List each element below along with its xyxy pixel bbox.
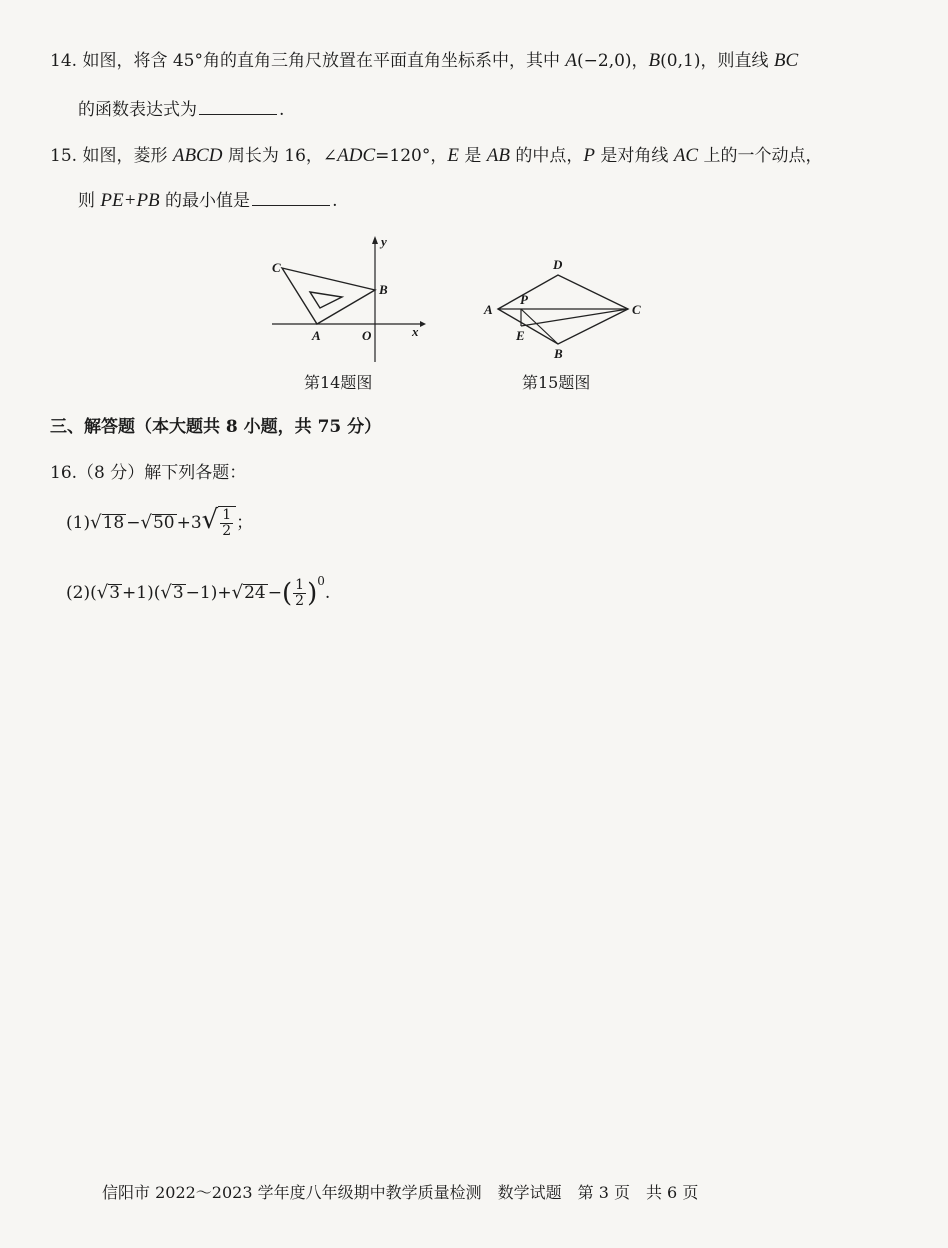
q16-p1-frac-radicand bbox=[218, 506, 236, 539]
figure-15-caption: 第15题图 bbox=[522, 373, 591, 392]
label-d: D bbox=[553, 257, 563, 272]
q16-p2-fraction bbox=[293, 578, 306, 609]
q14-text: 14. 如图，将含 45°角的直角三角尺放置在平面直角坐标系中，其中 bbox=[50, 51, 566, 71]
q16-p1-radicand-1: 18 bbox=[102, 513, 125, 533]
q14-line-bc: BC bbox=[773, 50, 799, 71]
label-b: B bbox=[554, 346, 563, 361]
q15-point-e: E bbox=[447, 145, 459, 166]
left-paren-icon: ( bbox=[281, 578, 293, 609]
q16-p2-exponent: 0 bbox=[317, 574, 325, 589]
section-3-note: （本大题共 8 小题，共 75 分） bbox=[135, 417, 382, 437]
q16-stem: 16.（8 分）解下列各题： bbox=[50, 463, 247, 483]
q16-p2-minus: − bbox=[267, 583, 282, 603]
q15-seg-ab: AB bbox=[486, 145, 510, 166]
q14-point-a: A bbox=[565, 50, 577, 71]
q16-p1-denominator: 2 bbox=[222, 523, 232, 539]
label-c: C bbox=[272, 260, 281, 275]
q15-rhombus: ABCD bbox=[172, 145, 223, 166]
triangle-ruler-outer bbox=[282, 268, 375, 324]
q15-text-e: 的中点， bbox=[509, 146, 584, 166]
q15-text-d: 是 bbox=[458, 146, 487, 166]
segment-pb bbox=[521, 309, 558, 344]
q16-p2-end: . bbox=[324, 583, 331, 603]
q16-p2-radicand-3: 24 bbox=[244, 583, 266, 603]
q15-period: . bbox=[332, 191, 338, 211]
label-x: x bbox=[412, 324, 419, 339]
figure-14-caption: 第14题图 bbox=[304, 373, 373, 392]
q15-text-f: 是对角线 bbox=[595, 146, 674, 166]
q16-p2-mid-2: −1)+ bbox=[185, 583, 232, 603]
label-y: y bbox=[381, 234, 387, 249]
q16-p2-label: (2)( bbox=[66, 583, 97, 603]
sqrt-icon: √ bbox=[90, 512, 102, 533]
q15-angle: ADC bbox=[337, 145, 376, 166]
q14-line-2 bbox=[78, 95, 284, 120]
q15-text-a: 15. 如图，菱形 bbox=[50, 146, 173, 166]
q15-text-2a: 则 bbox=[78, 191, 101, 211]
q16-p1-plus3: +3 bbox=[176, 513, 202, 533]
q14-text-2: 的函数表达式为 bbox=[78, 100, 197, 120]
q15-diag-ac: AC bbox=[673, 145, 699, 166]
q15-text-2b: 的最小值是 bbox=[159, 191, 251, 211]
q14-period: . bbox=[279, 100, 285, 120]
label-p: P bbox=[520, 292, 528, 307]
q16-p1-end: ； bbox=[236, 513, 254, 533]
q16-p1-numerator: 1 bbox=[222, 507, 232, 523]
q16-p2-numerator: 1 bbox=[295, 577, 305, 593]
section-3-title: 三、解答题 bbox=[50, 417, 135, 437]
q16-p1-radicand-2: 50 bbox=[152, 513, 175, 533]
q15-answer-blank[interactable] bbox=[252, 191, 330, 206]
section-3-heading bbox=[50, 412, 381, 437]
q15-text-g: 上的一个动点， bbox=[698, 146, 823, 166]
q15-text-c: =120°， bbox=[375, 146, 448, 166]
label-c: C bbox=[632, 302, 641, 317]
q15-text-b: 周长为 16，∠ bbox=[222, 146, 338, 166]
q16-p2-radicand-1: 3 bbox=[109, 583, 121, 603]
q14-point-b: B bbox=[648, 50, 661, 71]
sqrt-icon: √ bbox=[231, 582, 244, 603]
q14-coord-a: (−2,0)， bbox=[577, 51, 649, 71]
sqrt-icon: √ bbox=[201, 505, 219, 535]
q15-line-2 bbox=[78, 186, 337, 212]
q14-coord-b: (0,1)，则直线 bbox=[660, 51, 774, 71]
q14-answer-blank[interactable] bbox=[199, 100, 277, 115]
q16-p2-denominator: 2 bbox=[295, 593, 305, 609]
label-a: A bbox=[312, 328, 321, 343]
q15-line-1 bbox=[50, 141, 823, 167]
figure-14 bbox=[262, 230, 432, 370]
sqrt-icon: √ bbox=[160, 582, 172, 603]
sqrt-icon: √ bbox=[140, 512, 152, 533]
q16-p2-mid-1: +1)( bbox=[122, 583, 161, 603]
q16-part-2 bbox=[66, 574, 331, 609]
triangle-ruler-inner bbox=[310, 292, 342, 308]
figure-15 bbox=[478, 252, 648, 367]
x-axis-arrow-icon bbox=[420, 321, 426, 327]
q15-point-p: P bbox=[583, 145, 595, 166]
q16-p1-label: (1) bbox=[66, 513, 91, 533]
sqrt-icon: √ bbox=[96, 582, 109, 603]
right-paren-icon: ) bbox=[307, 578, 318, 609]
q16-p1-minus: − bbox=[126, 513, 141, 533]
q14-line-1 bbox=[50, 46, 798, 72]
q16-p2-radicand-2: 3 bbox=[172, 583, 184, 603]
label-a: A bbox=[484, 302, 493, 317]
page-footer: 信阳市 2022～2023 学年度八年级期中教学质量检测 数学试题 第 3 页 共 6 页 bbox=[102, 1183, 699, 1202]
q15-expression: PE+PB bbox=[100, 190, 160, 211]
label-e: E bbox=[516, 328, 525, 343]
label-b: B bbox=[379, 282, 388, 297]
y-axis-arrow-icon bbox=[372, 236, 378, 244]
q16-p1-fraction bbox=[220, 508, 233, 539]
q16-part-1 bbox=[66, 505, 253, 539]
label-o: O bbox=[362, 328, 372, 343]
